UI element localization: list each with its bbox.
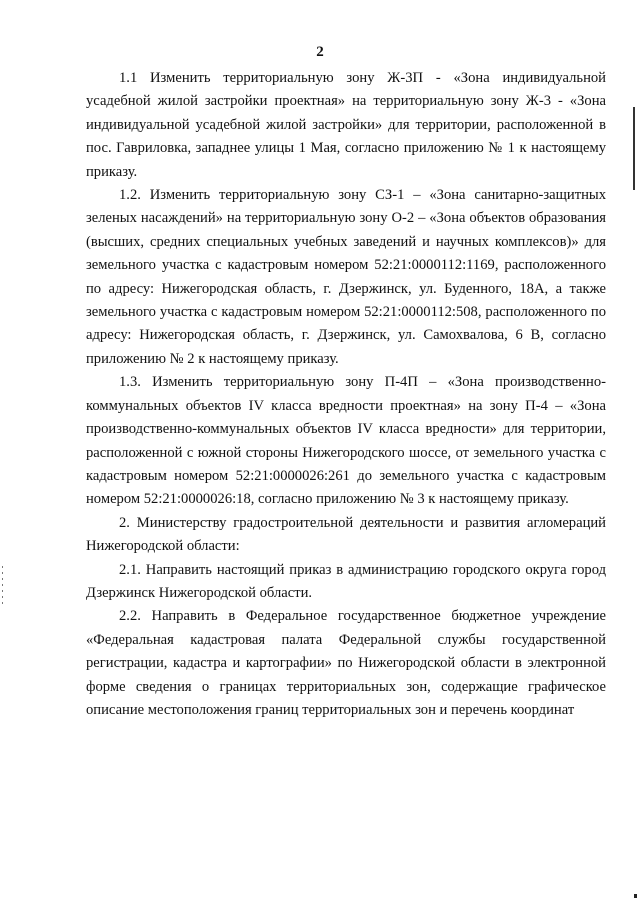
paragraph-1-2: 1.2. Изменить территориальную зону СЗ-1 – «Зона санитарно-защитных зеленых насаждений» на территориальную зону О-2 – «Зона объектов образования (высших, средних специальных учебных заведений и научных комплексов)» для земельного участка с кадастровым номером 52:21:0000112:1169, расположенного по адресу: Нижегородская область, г. Дзержинск, ул. Буденного, 18А, а также земельного участка с кадастровым номером 52:21:0000112:508, расположенного по адресу: Нижегородская область, г. Дзержинск, ул. Самохвалова, 6 В, согласно приложению № 2 к настоящему приказу. (86, 187, 606, 367)
paragraph-1-1: 1.1 Изменить территориальную зону Ж-3П - «Зона индивидуальной усадебной жилой застройки проектная» на территориальную зону Ж-3 - «Зона индивидуальной усадебной жилой застройки» для территории, расположенной в пос. Гавриловка, западнее улицы 1 Мая, согласно приложению № 1 к настоящему приказу. (86, 70, 606, 180)
paragraph-2-2: 2.2. Направить в Федеральное государственное бюджетное учреждение «Федеральная кадастровая палата Федеральной службы государственной регистрации, кадастра и картографии» по Нижегородской области в электронной форме сведения о границах территориальных зон, содержащие графическое описание местоположения границ территориальных зон и перечень координат (86, 608, 606, 718)
scan-edge-line (633, 107, 635, 190)
paragraph-2: 2. Министерству градостроительной деятельности и развития агломераций Нижегородской области: (86, 514, 606, 555)
paragraph-2-1: 2.1. Направить настоящий приказ в администрацию городского округа город Дзержинск Нижегородской области. (86, 561, 606, 601)
scan-artifact-marks (2, 566, 3, 604)
paragraph-1-3: 1.3. Изменить территориальную зону П-4П – «Зона производственно-коммунальных объектов IV класса вредности проектная» на зону П-4 – «Зона производственно-коммунальных объектов IV класса вредности» для территории, расположенной с южной стороны Нижегородского шоссе, от земельного участка с кадастровым номером 52:21:0000026:261 до земельного участка с кадастровым номером 52:21:0000026:18, согласно приложению № 3 к настоящему приказу. (86, 374, 606, 508)
document-body (86, 67, 606, 722)
page-number: 2 (316, 44, 324, 60)
scan-artifact-dot (634, 894, 637, 898)
